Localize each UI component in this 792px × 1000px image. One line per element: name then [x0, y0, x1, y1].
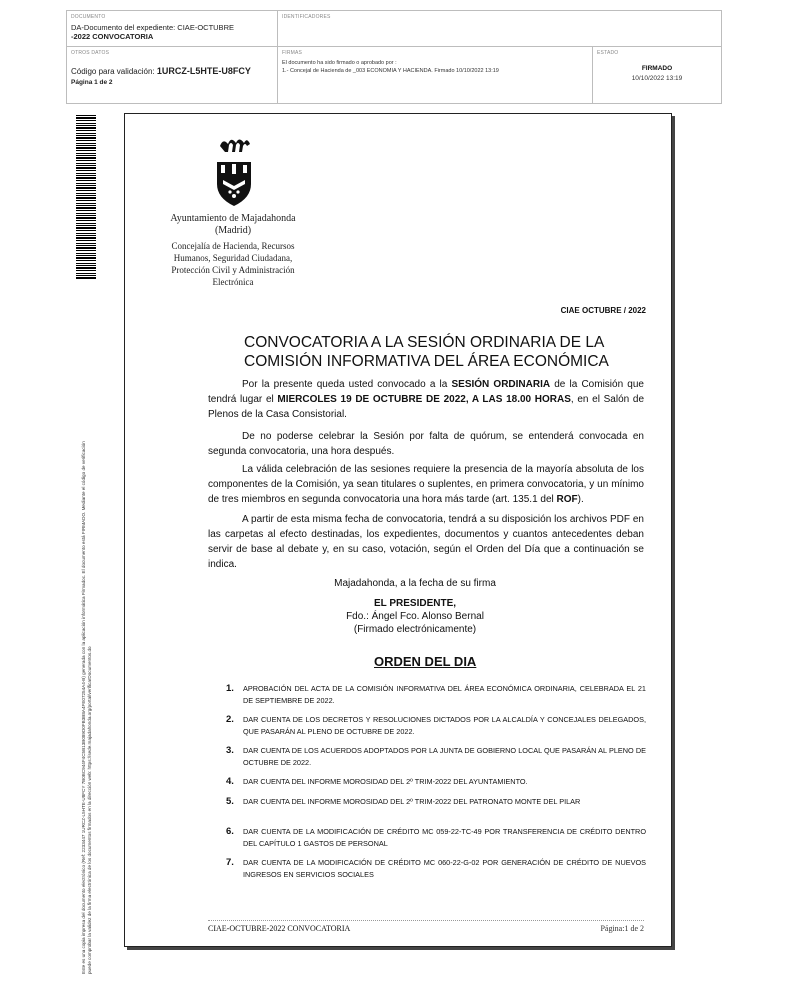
documento-cell — [67, 11, 278, 47]
agenda-item-number: 4. — [226, 776, 234, 787]
agenda-item-number: 3. — [226, 745, 234, 756]
title-line-2: COMISIÓN INFORMATIVA DEL ÁREA ECONÓMICA — [244, 353, 609, 370]
identificadores-label: IDENTIFICADORES — [282, 14, 331, 20]
signature-place-date: Majadahonda, a la fecha de su firma — [334, 578, 496, 589]
p2-text: De no poderse celebrar la Sesión por falta de quórum, se entenderá convocada en segunda convocatoria, una hora después. — [208, 431, 644, 457]
p4-text: A partir de esta misma fecha de convocatoria, tendrá a su disposición los archivos PDF en las carpetas al efecto destinadas, los expedientes, documentos y cuantos antecedentes deban servir de base al debate y, en su caso, votación, según el Orden del Día que a continuación se indica. — [208, 514, 644, 570]
signature-note: (Firmado electrónicamente) — [353, 624, 477, 635]
agenda-item-number: 5. — [226, 796, 234, 807]
documento-label: DOCUMENTO — [71, 14, 106, 20]
validation-code — [71, 66, 251, 76]
p1-text-e: , en el Salón de Plenos de la Casa Consistorial. — [208, 394, 645, 420]
side-text-line-2: puede comprobar la validez de la firma electrónica de los documentos firmados en la dirección web: https://sede.majadahonda.org/portal/verificarDocumentos.do — [87, 646, 93, 974]
agenda-item-text: DAR CUENTA DE LA MODIFICACIÓN DE CRÉDITO MC 060-22-G-02 POR GENERACIÓN DE CRÉDITO DE NUEVOS INGRESOS EN SERVICIOS SOCIALES — [243, 858, 646, 879]
side-text-line-1: Este es una copia impresa del documento electrónico (Ref: 2233447 1URCZ-L5HTE-U8FCY 7B0BC944F4C5B13B089D0FB3B8A4FE07254A4-B) generada con la aplicación informática Firmadoc. El documento está FIRMADO. Mediante el código de verificación — [81, 441, 86, 974]
agenda-item-text: DAR CUENTA DEL INFORME MOROSIDAD DEL 2º TRIM-2022 DEL AYUNTAMIENTO. — [243, 777, 528, 786]
document-reference: CIAE OCTUBRE / 2022 — [560, 306, 646, 315]
agenda-item-number: 1. — [226, 683, 234, 694]
organization-name — [162, 213, 304, 237]
estado-label: ESTADO — [597, 50, 619, 56]
p1-session-date: MIERCOLES 19 DE OCTUBRE DE 2022, A LAS 18.00 HORAS — [277, 394, 571, 405]
validation-code-label: Código para validación: — [71, 67, 155, 76]
agenda-item-number: 2. — [226, 714, 234, 725]
footer-divider — [208, 920, 644, 921]
p3-text-c: ). — [577, 494, 584, 505]
agenda-item-text: DAR CUENTA DE LA MODIFICACIÓN DE CRÉDITO MC 059-22-TC-49 POR TRANSFERENCIA DE CRÉDITO DENTRO DEL CAPÍTULO 1 GASTOS DE PERSONAL — [243, 827, 646, 848]
paragraph-documents — [208, 512, 644, 572]
agenda-item-text: DAR CUENTA DE LOS DECRETOS Y RESOLUCIONES DICTADOS POR LA ALCALDÍA Y CONCEJALES DELEGADOS, QUE PASARÁN AL PLENO DE OCTUBRE DE 2022. — [243, 715, 646, 736]
document-metadata-table — [66, 10, 722, 104]
barcode — [76, 115, 96, 280]
identificadores-cell — [278, 11, 721, 47]
firmas-label: FIRMAS — [282, 50, 303, 56]
paragraph-validity — [208, 462, 644, 507]
p3-rof: ROF — [556, 494, 578, 505]
agenda-item-text: DAR CUENTA DE LOS ACUERDOS ADOPTADOS POR LA JUNTA DE GOBIERNO LOCAL QUE PASARÁN AL PLENO DE OCTUBRE DE 2022. — [243, 746, 646, 767]
footer-document-name: CIAE-OCTUBRE-2022 CONVOCATORIA — [208, 924, 351, 933]
majadahonda-coat-of-arms-icon — [215, 136, 253, 208]
estado-date: 10/10/2022 13:19 — [631, 75, 683, 82]
dept-line-4: Electrónica — [212, 277, 254, 287]
otros-datos-label: OTROS DATOS — [71, 50, 110, 56]
page-count: Página 1 de 2 — [71, 79, 113, 86]
department-name — [162, 240, 304, 288]
paragraph-quorum — [208, 429, 644, 459]
footer-page-number: Página:1 de 2 — [600, 924, 644, 933]
dept-line-3: Protección Civil y Administración — [171, 265, 295, 275]
org-name-line-1: Ayuntamiento de Majadahonda — [170, 213, 296, 224]
agenda-item-text: APROBACIÓN DEL ACTA DE LA COMISIÓN INFORMATIVA DEL ÁREA ECONÓMICA ORDINARIA, CELEBRADA EL 21 DE SEPTIEMBRE DE 2022. — [243, 684, 646, 705]
documento-line-1: DA-Documento del expediente: CIAE-OCTUBRE — [71, 23, 234, 32]
document-title — [244, 333, 644, 371]
org-name-line-2: (Madrid) — [214, 225, 252, 236]
estado-cell — [593, 47, 721, 103]
p1-session-type: SESIÓN ORDINARIA — [451, 379, 551, 390]
firmas-line-2: 1.- Concejal de Hacienda de _003 ECONOMIA Y HACIENDA. Firmado 10/10/2022 13:19 — [282, 68, 499, 74]
p3-text-a: La válida celebración de las sesiones requiere la presencia de la mayoría absoluta de los componentes de la Comisión, ya sean titulares o suplentes, en primera convocatoria, y un mínimo de tres miembros en segunda convocatoria una hora más tarde (art. 135.1 del — [208, 464, 644, 505]
p1-text-a: Por la presente queda usted convocado a la — [242, 379, 452, 390]
agenda-item-text: DAR CUENTA DEL INFORME MOROSIDAD DEL 2º TRIM-2022 DEL PATRONATO MONTE DEL PILAR — [243, 797, 581, 806]
otros-datos-cell — [67, 47, 278, 103]
orden-del-dia-title: ORDEN DEL DIA — [374, 654, 477, 669]
agenda-item-number: 6. — [226, 826, 234, 837]
firmas-cell — [278, 47, 593, 103]
verification-side-text — [81, 284, 93, 974]
dept-line-1: Concejalía de Hacienda, Recursos — [171, 241, 295, 251]
agenda-item-number: 7. — [226, 857, 234, 868]
p1-text-c: de la Comisión que tendrá lugar el — [208, 379, 644, 405]
firmas-line-1: El documento ha sido firmado o aprobado por : — [282, 60, 397, 66]
estado-value: FIRMADO — [641, 65, 673, 72]
signature-name: Fdo.: Ángel Fco. Alonso Bernal — [346, 611, 484, 622]
title-line-1: CONVOCATORIA A LA SESIÓN ORDINARIA DE LA — [244, 334, 605, 351]
dept-line-2: Humanos, Seguridad Ciudadana, — [173, 253, 293, 263]
documento-line-2: -2022 CONVOCATORIA — [71, 32, 154, 41]
validation-code-value: 1URCZ-L5HTE-U8FCY — [156, 66, 251, 76]
paragraph-convocation — [208, 377, 644, 422]
signature-role: EL PRESIDENTE, — [373, 598, 457, 609]
